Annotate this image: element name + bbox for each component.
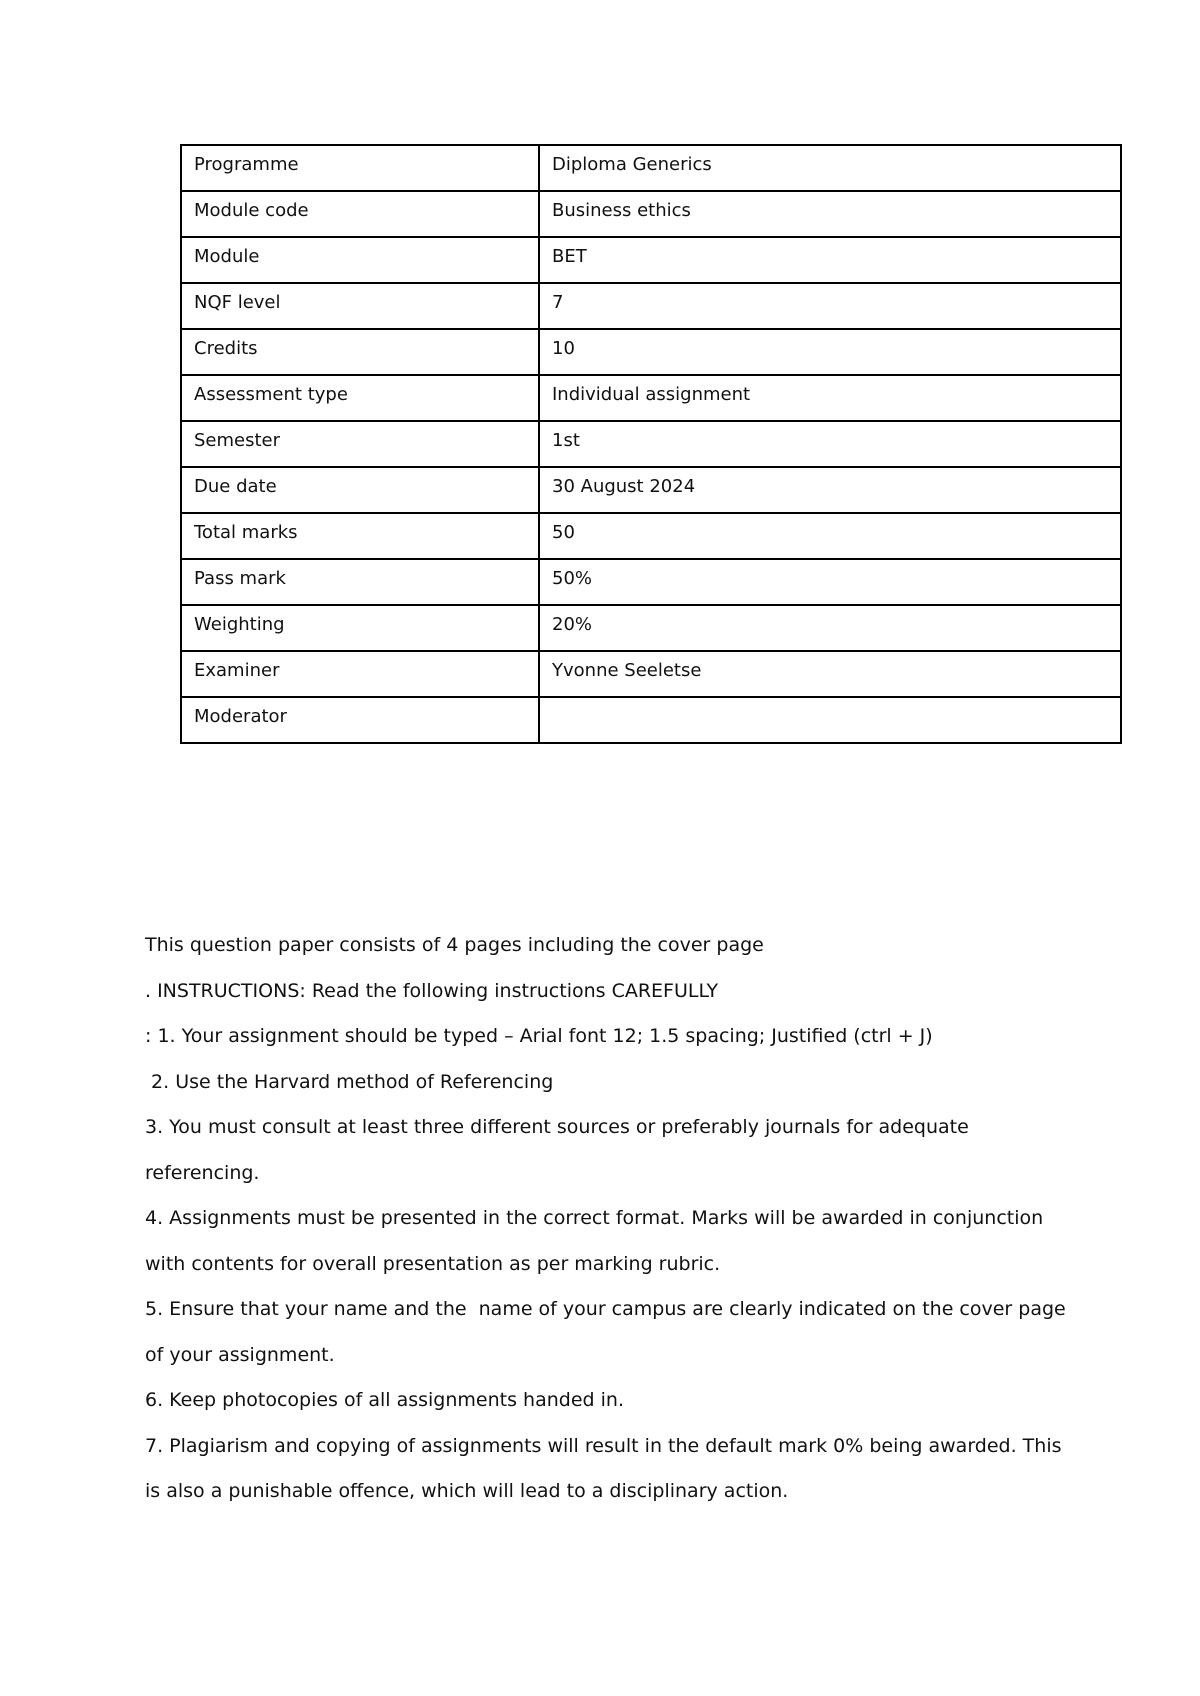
row-value: 30 August 2024 [539,467,1121,513]
row-value: BET [539,237,1121,283]
instruction-line: of your assignment. [145,1343,335,1366]
table-row [181,697,1121,743]
instruction-line: 6. Keep photocopies of all assignments handed in. [145,1389,624,1411]
row-label: Due date [181,467,539,513]
instructions-block [145,930,1085,1522]
row-label: Module code [181,191,539,237]
instruction-line: 4. Assignments must be presented in the correct format. Marks will be awarded in conjunction [145,1207,1044,1229]
instruction-line: with contents for overall presentation as per marking rubric. [145,1252,721,1275]
row-label: Moderator [181,697,539,743]
row-value: Individual assignment [539,375,1121,421]
row-label: NQF level [181,283,539,329]
table-row [181,559,1121,605]
instruction-line: referencing. [145,1161,260,1184]
row-label: Pass mark [181,559,539,605]
table-row [181,191,1121,237]
table-row [181,237,1121,283]
row-label: Credits [181,329,539,375]
instructions-heading: . INSTRUCTIONS: Read the following instructions CAREFULLY [145,979,719,1002]
row-value [539,697,1121,743]
instruction-line: 3. You must consult at least three different sources or preferably journals for adequate [145,1116,969,1138]
table-row [181,329,1121,375]
table-row [181,283,1121,329]
table-row [181,605,1121,651]
row-value: Business ethics [539,191,1121,237]
row-value: 10 [539,329,1121,375]
row-label: Examiner [181,651,539,697]
row-value: Diploma Generics [539,145,1121,191]
row-value: 20% [539,605,1121,651]
row-label: Weighting [181,605,539,651]
row-value: Yvonne Seeletse [539,651,1121,697]
row-value: 7 [539,283,1121,329]
row-value: 50 [539,513,1121,559]
assessment-info-table [180,144,1122,744]
table-row [181,421,1121,467]
instruction-line: 2. Use the Harvard method of Referencing [145,1070,554,1093]
row-label: Assessment type [181,375,539,421]
row-value: 1st [539,421,1121,467]
row-label: Module [181,237,539,283]
instruction-line: 5. Ensure that your name and the name of your campus are clearly indicated on the cover page [145,1298,1066,1320]
row-label: Programme [181,145,539,191]
page-count-note: This question paper consists of 4 pages including the cover page [145,934,764,956]
instruction-line: is also a punishable offence, which will lead to a disciplinary action. [145,1480,789,1502]
table-row [181,467,1121,513]
instruction-line: : 1. Your assignment should be typed – Arial font 12; 1.5 spacing; Justified (ctrl + J) [145,1025,933,1047]
row-label: Semester [181,421,539,467]
table-row [181,145,1121,191]
row-value: 50% [539,559,1121,605]
instruction-line: 7. Plagiarism and copying of assignments will result in the default mark 0% being awarded. This [145,1434,1062,1457]
row-label: Total marks [181,513,539,559]
table-row [181,375,1121,421]
table-row [181,651,1121,697]
table-row [181,513,1121,559]
